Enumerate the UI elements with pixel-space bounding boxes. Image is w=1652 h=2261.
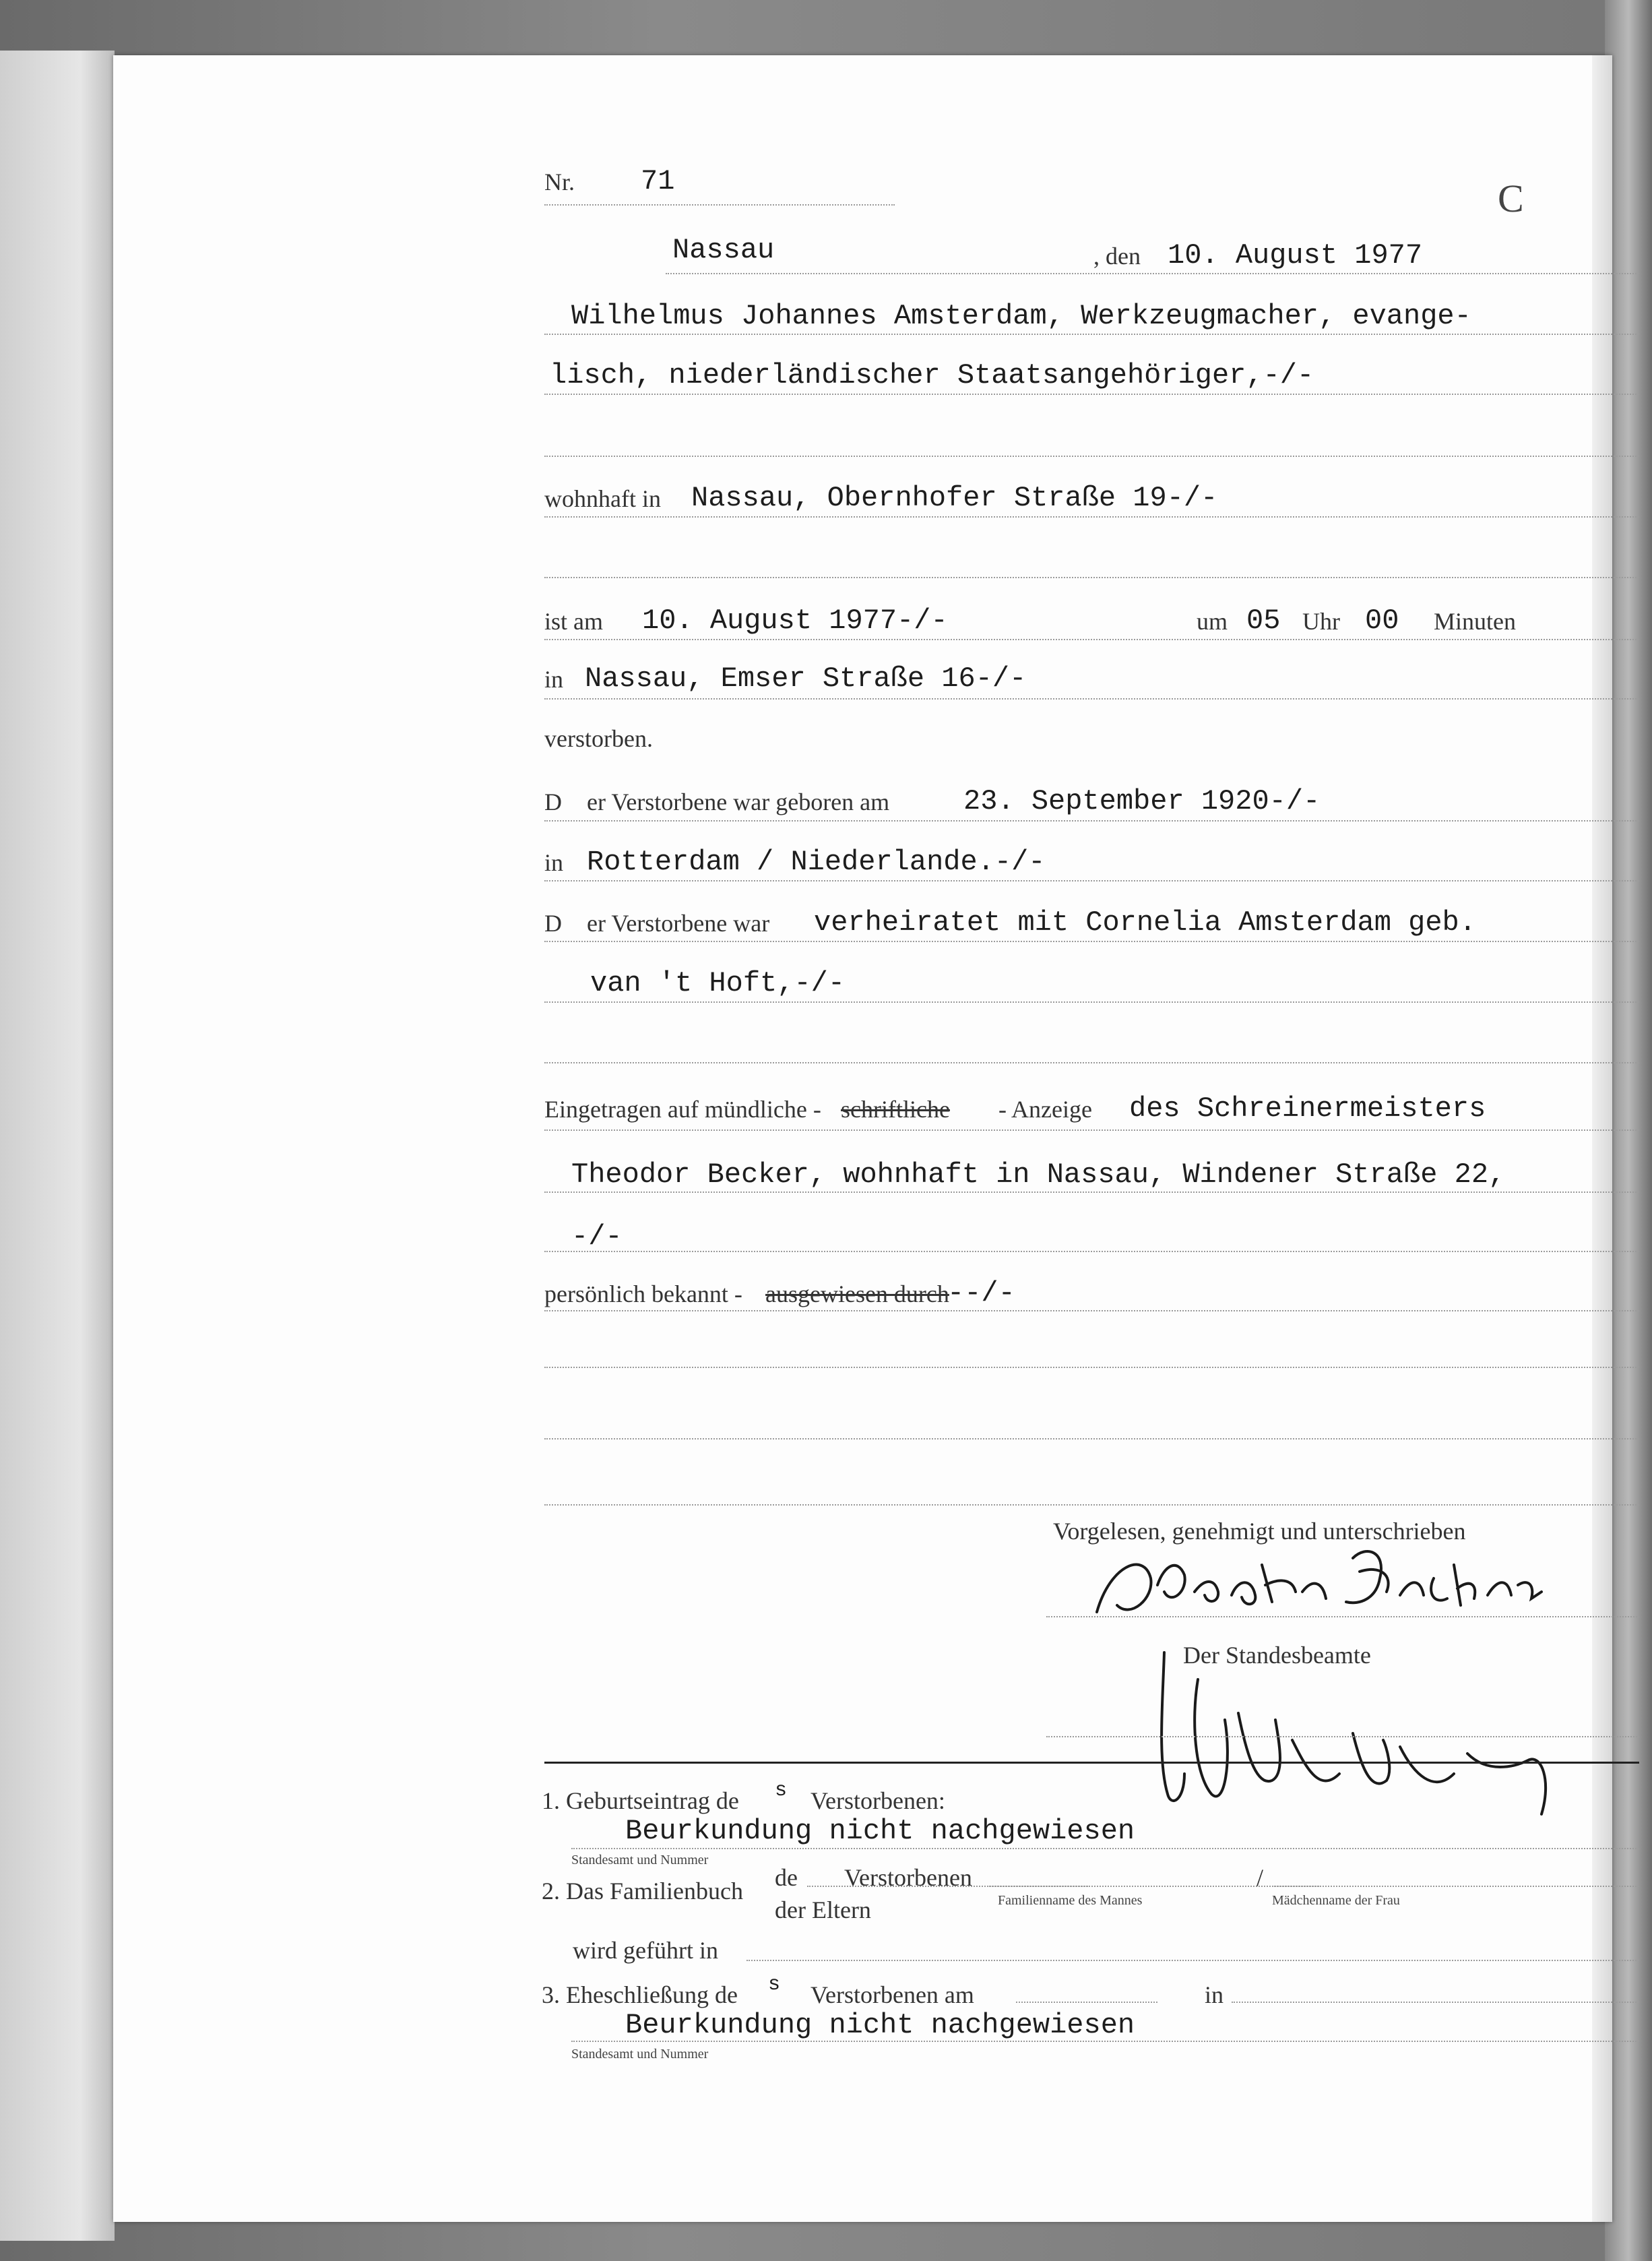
marriage-value-1: verheiratet mit Cornelia Amsterdam geb. bbox=[814, 906, 1476, 939]
familienbuch-line-mann bbox=[989, 1886, 1319, 1887]
blank-line-2 bbox=[544, 1438, 1639, 1439]
residence-line-1 bbox=[544, 516, 1639, 518]
birth-date: 23. September 1920-/- bbox=[963, 785, 1321, 817]
deceased-line-2: lisch, niederländischer Staatsangehöriger,-/- bbox=[550, 359, 1314, 392]
footer-separator bbox=[544, 1762, 1639, 1764]
registration-value-2: Theodor Becker, wohnhaft in Nassau, Windener Straße 22, bbox=[571, 1158, 1506, 1191]
known-line bbox=[544, 1310, 1639, 1311]
registration-value-3: -/- bbox=[571, 1220, 623, 1253]
eheschliessung-after: Verstorbenen am bbox=[811, 1981, 974, 2008]
death-place-line bbox=[544, 698, 1639, 700]
um-label: um bbox=[1197, 608, 1228, 635]
gefuehrt-line bbox=[746, 1960, 1639, 1961]
familienbuch-value: Verstorbenen bbox=[844, 1864, 972, 1891]
eheschliessung-caption: Standesamt und Nummer bbox=[571, 2047, 709, 2062]
gefuehrt-label: wird geführt in bbox=[573, 1937, 718, 1964]
registry-date: 10. August 1977 bbox=[1168, 239, 1423, 272]
registration-value-1: des Schreinermeisters bbox=[1129, 1092, 1486, 1125]
nr-line bbox=[544, 204, 895, 206]
uhr-label: Uhr bbox=[1302, 608, 1340, 635]
birth-place: Rotterdam / Niederlande.-/- bbox=[587, 846, 1046, 878]
registration-line-2 bbox=[544, 1191, 1639, 1193]
blank-line-1 bbox=[544, 1367, 1639, 1368]
death-date-line bbox=[544, 639, 1639, 640]
death-date: 10. August 1977-/- bbox=[642, 605, 948, 637]
eheschliessung-date-line bbox=[1016, 2002, 1157, 2003]
known-struck: ausgewiesen durch bbox=[765, 1280, 949, 1307]
residence-label: wohnhaft in bbox=[544, 485, 661, 512]
known-label: persönlich bekannt - bbox=[544, 1280, 742, 1307]
verstorben-label: verstorben. bbox=[544, 725, 653, 752]
familienbuch-slash: / bbox=[1257, 1864, 1264, 1891]
death-hour: 05 bbox=[1246, 605, 1281, 637]
eheschliessung-label: 3. Eheschließung de bbox=[542, 1981, 738, 2008]
person-line-2 bbox=[544, 394, 1639, 395]
register-page bbox=[113, 55, 1612, 2222]
registrar-sign-line bbox=[1046, 1736, 1639, 1737]
deceased-line-1: Wilhelmus Johannes Amsterdam, Werkzeugmacher, evange- bbox=[571, 300, 1471, 332]
den-label: , den bbox=[1093, 243, 1141, 270]
entry-number: 71 bbox=[641, 165, 675, 197]
birth-label: er Verstorbene war geboren am bbox=[587, 788, 890, 815]
birth-in-label: in bbox=[544, 849, 564, 876]
marriage-line-2 bbox=[544, 1001, 1639, 1003]
informant-signature bbox=[1070, 1538, 1555, 1652]
ist-am-label: ist am bbox=[544, 608, 603, 635]
place-date-line bbox=[666, 273, 1639, 274]
birth-entry-line bbox=[571, 1848, 1639, 1849]
familienbuch-line-frau bbox=[1272, 1886, 1639, 1887]
registration-label-end: - Anzeige bbox=[998, 1096, 1092, 1123]
registration-line-3 bbox=[544, 1251, 1639, 1252]
registrar-caption: Der Standesbeamte bbox=[1183, 1642, 1371, 1669]
familienbuch-eltern: der Eltern bbox=[775, 1896, 871, 1923]
blank-line-3 bbox=[544, 1504, 1639, 1506]
birth-entry-after: Verstorbenen: bbox=[811, 1787, 945, 1814]
residence-line-2 bbox=[544, 577, 1639, 578]
eheschliessung-s: s bbox=[768, 1973, 781, 1996]
registry-place: Nassau bbox=[672, 234, 775, 266]
registrar-signature bbox=[1137, 1639, 1555, 1841]
death-in-label: in bbox=[544, 666, 564, 693]
marriage-line-3 bbox=[544, 1062, 1639, 1063]
person-line-3 bbox=[544, 456, 1639, 457]
person-line-1 bbox=[544, 334, 1639, 335]
marriage-value-2: van 't Hoft,-/- bbox=[590, 967, 846, 999]
registration-struck: schriftliche bbox=[841, 1096, 950, 1123]
marriage-d-label: D bbox=[544, 910, 562, 937]
register-letter: C bbox=[1498, 177, 1524, 220]
informant-sign-line bbox=[1046, 1616, 1639, 1617]
marriage-line-1 bbox=[544, 941, 1639, 942]
marriage-label: er Verstorbene war bbox=[587, 910, 770, 937]
birth-entry-caption: Standesamt und Nummer bbox=[571, 1853, 709, 1867]
known-value: --/- bbox=[947, 1277, 1015, 1309]
eheschliessung-place-line bbox=[1232, 2002, 1639, 2003]
familienbuch-de: de bbox=[775, 1864, 798, 1891]
birth-place-line bbox=[544, 880, 1639, 881]
page-edge-strip bbox=[1592, 55, 1612, 2222]
familienbuch-cap-frau: Mädchenname der Frau bbox=[1272, 1893, 1400, 1908]
eheschliessung-line bbox=[571, 2041, 1639, 2042]
nr-label: Nr. bbox=[544, 168, 575, 195]
registration-line-1 bbox=[544, 1129, 1639, 1131]
eheschliessung-value: Beurkundung nicht nachgewiesen bbox=[625, 2009, 1135, 2041]
birth-entry-s: s bbox=[775, 1779, 788, 1802]
approval-caption: Vorgelesen, genehmigt und unterschrieben bbox=[1053, 1518, 1466, 1545]
left-page-edge bbox=[0, 51, 115, 2241]
birth-d-label: D bbox=[544, 788, 562, 815]
residence-value: Nassau, Obernhofer Straße 19-/- bbox=[691, 482, 1218, 514]
death-minutes: 00 bbox=[1365, 605, 1399, 637]
familienbuch-cap-mann: Familienname des Mannes bbox=[998, 1893, 1143, 1908]
birth-entry-value: Beurkundung nicht nachgewiesen bbox=[625, 1815, 1135, 1847]
eheschliessung-in: in bbox=[1205, 1981, 1224, 2008]
birth-date-line bbox=[544, 820, 1639, 822]
minuten-label: Minuten bbox=[1434, 608, 1516, 635]
death-place: Nassau, Emser Straße 16-/- bbox=[585, 662, 1027, 695]
birth-entry-label: 1. Geburtseintrag de bbox=[542, 1787, 739, 1814]
registration-label-start: Eingetragen auf mündliche - bbox=[544, 1096, 821, 1123]
familienbuch-label: 2. Das Familienbuch bbox=[542, 1878, 743, 1904]
